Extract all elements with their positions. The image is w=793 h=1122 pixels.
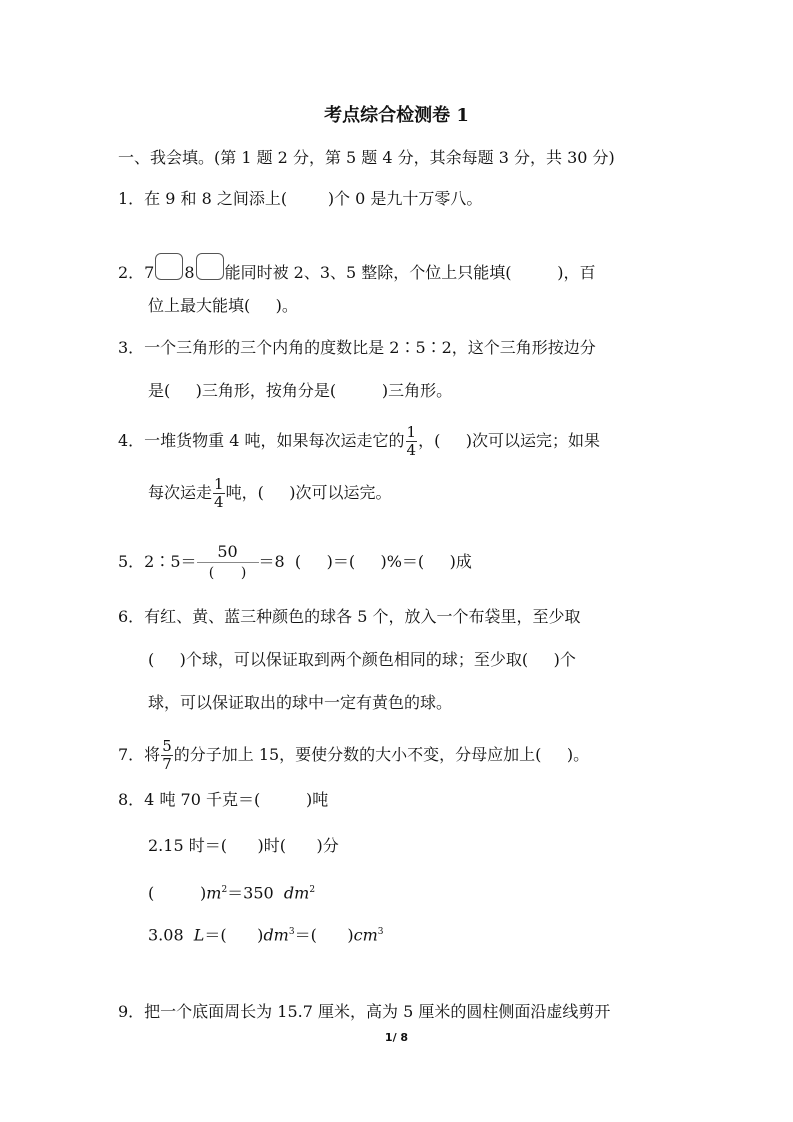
question-6: 6．有红、黄、蓝三种颜色的球各 5 个，放入一个布袋里，至少取 [118, 607, 581, 626]
q2-text: 能同时被 2、3、5 整除，个位上只能填( )，百 [224, 263, 596, 282]
question-4 [118, 424, 600, 459]
question-1: 1．在 9 和 8 之间添上( )个 0 是九十万零八。 [118, 189, 483, 208]
question-5 [118, 542, 472, 583]
page-number: 1/ 8 [384, 1031, 409, 1044]
question-4-cont [148, 476, 391, 511]
fraction [197, 542, 259, 583]
q5-text: 5．2∶5＝ [118, 552, 197, 571]
unit: dm [283, 883, 310, 903]
question-8d [148, 922, 383, 945]
q2-text: 2．7 [118, 263, 155, 282]
exponent: 2 [309, 885, 316, 895]
value: 3.08 [148, 925, 194, 945]
exponent: 3 [377, 927, 384, 937]
unit: cm [353, 925, 378, 945]
unit: m [206, 883, 222, 903]
q4-text: 4．一堆货物重 4 吨，如果每次运走它的 [118, 431, 405, 450]
numerator: 5 [162, 737, 172, 755]
numerator: 50 [197, 542, 259, 563]
question-6-cont2: 球，可以保证取出的球中一定有黄色的球。 [148, 693, 453, 712]
q7-text: 7．将 [118, 745, 161, 764]
q7-text: 的分子加上 15，要使分数的大小不变，分母应加上( )。 [173, 745, 590, 764]
question-7 [118, 738, 589, 773]
question-8c [148, 880, 315, 903]
blank: ＝( ) [294, 925, 354, 945]
fraction [406, 424, 418, 459]
q4-text: ，( )次可以运完；如果 [418, 431, 601, 450]
question-3-cont: 是( )三角形，按角分是( )三角形。 [148, 381, 453, 400]
exponent: 2 [221, 885, 228, 895]
q2-text: 8 [184, 263, 195, 282]
question-8: 8．4 吨 70 千克＝( )吨 [118, 790, 329, 809]
numerator: 1 [406, 423, 417, 441]
denominator: ( ) [208, 565, 247, 581]
q4-text: 每次运走 [148, 483, 213, 502]
question-3: 3．一个三角形的三个内角的度数比是 2∶5∶2，这个三角形按边分 [118, 338, 596, 357]
exponent: 3 [288, 927, 295, 937]
question-6-cont: ( )个球，可以保证取到两个颜色相同的球；至少取( )个 [148, 650, 576, 669]
q5-text: ＝8 ( )＝( )%＝( )成 [258, 552, 472, 571]
blank: ( ) [148, 883, 207, 903]
blank-box [155, 253, 183, 280]
question-9: 9．把一个底面周长为 15.7 厘米，高为 5 厘米的圆柱侧面沿虚线剪开 [118, 1002, 611, 1021]
question-8b: 2.15 时＝( )时( )分 [148, 836, 339, 855]
question-2-cont: 位上最大能填( )。 [148, 296, 298, 315]
denominator: 7 [162, 755, 172, 773]
q4-text: 吨，( )次可以运完。 [225, 483, 392, 502]
question-2 [118, 253, 596, 283]
fraction [213, 476, 225, 511]
denominator: 4 [406, 441, 417, 459]
unit: L [193, 925, 205, 945]
denominator: 4 [214, 493, 224, 511]
fraction [161, 738, 173, 773]
numerator: 1 [214, 475, 224, 493]
section-heading: 一、我会填。(第 1 题 2 分，第 5 题 4 分，其余每题 3 分，共 30 分) [118, 148, 615, 167]
blank-box [196, 253, 224, 280]
page-title: 考点综合检测卷 1 [324, 105, 469, 126]
blank: ＝( ) [204, 925, 264, 945]
unit: dm [263, 925, 289, 945]
value: ＝350 [227, 883, 284, 903]
